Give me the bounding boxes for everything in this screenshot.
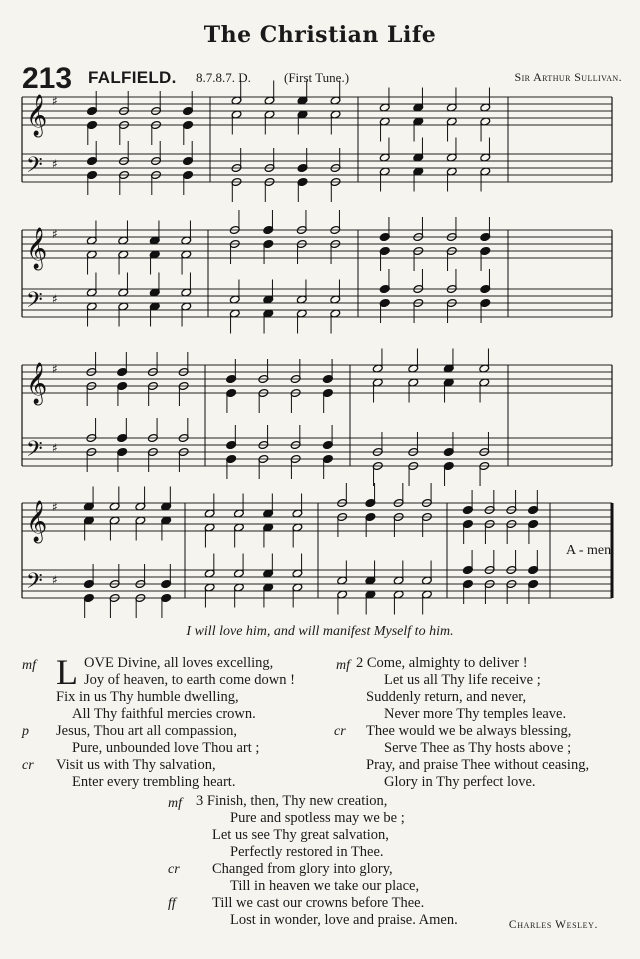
dynamic-mf: mf	[22, 658, 36, 673]
verse-line: Let us see Thy great salvation,	[212, 827, 389, 843]
bass-clef: 𝄢	[26, 437, 43, 467]
key-signature: ♯	[52, 157, 58, 171]
key-signature: ♯	[52, 362, 58, 376]
key-signature: ♯	[52, 227, 58, 241]
key-signature: ♯	[52, 292, 58, 306]
verse-line: Thee would we be always blessing,	[366, 723, 572, 739]
treble-clef: 𝄞	[26, 363, 48, 404]
verse-line: OVE Divine, all loves excelling,	[84, 655, 274, 671]
composer: Sir Arthur Sullivan.	[514, 70, 622, 84]
amen-lyric: A - men.	[566, 543, 615, 558]
verse-line: Pure, unbounded love Thou art ;	[72, 740, 260, 756]
key-signature: ♯	[52, 500, 58, 514]
dynamic-mf: mf	[336, 658, 350, 673]
hymn-number: 213	[22, 62, 73, 95]
treble-clef: 𝄞	[26, 501, 48, 542]
verse-line: Changed from glory into glory,	[212, 861, 393, 877]
verse-line: 2 Come, almighty to deliver !	[356, 655, 528, 671]
verse-line: Till we cast our crowns before Thee.	[212, 895, 425, 911]
verse-line: Serve Thee as Thy hosts above ;	[384, 740, 572, 756]
verse-line: Never more Thy temples leave.	[384, 706, 567, 722]
bass-clef: 𝄢	[26, 153, 43, 183]
verse-line: Visit us with Thy salvation,	[56, 757, 216, 773]
verse-line: Perfectly restored in Thee.	[230, 844, 384, 860]
verse-line: Till in heaven we take our place,	[230, 878, 420, 894]
dynamic-cr: cr	[22, 758, 34, 773]
key-signature: ♯	[52, 441, 58, 455]
author: Charles Wesley.	[508, 919, 598, 931]
verse-line: Jesus, Thou art all compassion,	[56, 723, 237, 739]
verse-line: Joy of heaven, to earth come down !	[84, 672, 295, 688]
key-signature: ♯	[52, 94, 58, 108]
running-head: The Christian Life	[203, 22, 437, 48]
verse-line: All Thy faithful mercies crown.	[72, 706, 256, 722]
treble-clef: 𝄞	[26, 95, 48, 136]
bass-clef: 𝄢	[26, 288, 43, 318]
dynamic-ff: ff	[168, 896, 176, 911]
verse-line: Suddenly return, and never,	[366, 689, 527, 705]
verse-line: Pray, and praise Thee without ceasing,	[366, 757, 590, 773]
treble-clef: 𝄞	[26, 228, 48, 269]
dynamic-p: p	[22, 724, 29, 739]
verse-line: Let us all Thy life receive ;	[384, 672, 541, 688]
dynamic-cr: cr	[168, 862, 180, 877]
tune-note: (First Tune.)	[284, 70, 350, 85]
meter: 8.7.8.7. D.	[196, 70, 251, 85]
verse-line: 3 Finish, then, Thy new creation,	[196, 793, 388, 809]
verse-line: Fix in us Thy humble dwelling,	[56, 689, 239, 705]
key-signature: ♯	[52, 573, 58, 587]
verse-line: Enter every trembling heart.	[72, 774, 236, 790]
hymn-verses	[0, 654, 640, 944]
dynamic-cr: cr	[334, 724, 346, 739]
tune-name: FALFIELD.	[88, 68, 177, 87]
dynamic-mf: mf	[168, 796, 182, 811]
scripture-text: I will love him, and will manifest Myself to him.	[186, 624, 454, 639]
verse-line: Pure and spotless may we be ;	[230, 810, 405, 826]
drop-cap: L	[56, 652, 78, 692]
bass-clef: 𝄢	[26, 569, 43, 599]
verse-line: Glory in Thy perfect love.	[384, 774, 536, 790]
verse-line: Lost in wonder, love and praise. Amen.	[230, 912, 458, 928]
